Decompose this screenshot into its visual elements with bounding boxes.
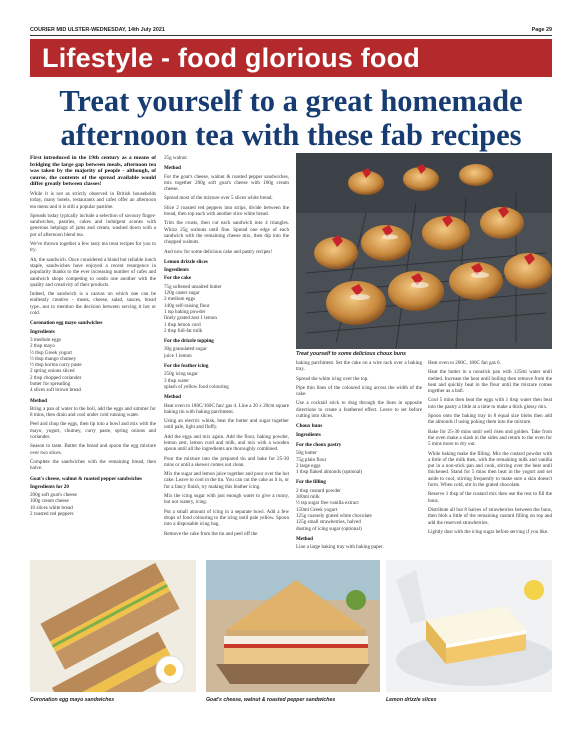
column-3 (296, 360, 422, 553)
paragraph: Spreads today typically include a selection of savoury finger-sandwiches, pastries, cakes and indulgent scones with generous helpings of jams and cream, washed down with a pot of afternoon blend tea. (30, 212, 156, 238)
paragraph: Ah, the sandwich. Once considered a bland but reliable lunch staple, sandwiches have enjoyed a recent resurgence in popularity thanks to the ever increasing number of cafes and sandwich shops competing to outdo one another with the quality and creativity of their products. (30, 256, 156, 288)
egg-sandwich-photo (30, 560, 196, 692)
section-title: Lifestyle - food glorious food (42, 42, 420, 73)
paragraph: Season to taste. Butter the bread and spoon the egg mixture over two slices. (30, 443, 156, 456)
subheading: For the filling (296, 479, 326, 486)
paragraph: Mix the icing sugar with just enough water to give a runny, but not watery, icing. (164, 493, 289, 506)
ingredient: 140g self-raising flour (164, 302, 210, 309)
intro-paragraph: First introduced in the 19th century as a means of bridging the large gap between meals, afternoon tea was taken by the majority of people - although, of course, the contents of the spread available would differ greatly between classes! (30, 155, 156, 188)
ingredient: 4 slices soft brown bread (30, 387, 81, 394)
paragraph: Line a large baking tray with baking paper. (296, 544, 384, 551)
paragraph: Use a cocktail stick to drag through the lines in opposite directions to create a feathered effect. Leave to set before cutting into slices. (296, 400, 422, 420)
paragraph: Add the eggs and mix again. Add the flour, baking powder, lemon zest, lemon curd and milk, and mix with a wooden spoon until all the ingredients are thoroughly combined. (164, 433, 289, 453)
paragraph: Bring a pan of water to the boil, add the eggs and simmer for 8 mins, then drain and cool under cold running water. (30, 405, 156, 419)
subheading: Ingredients (164, 267, 189, 274)
ingredient: 100g cream cheese (30, 498, 69, 505)
paragraph: baking parchment. Set the cake on a wire rack over a baking tray. (296, 360, 422, 373)
goat-cheese-sandwich-caption: Goat's cheese, walnut & roasted pepper sandwiches (206, 697, 336, 703)
ingredient: 120g caster sugar (164, 290, 200, 297)
paragraph: We've thrown together a few tasty tea treat recipes for you to try. (30, 241, 156, 254)
paragraph: Slice 2 roasted red peppers into strips, divide between the bread, then top each with another slice white bread. (164, 204, 289, 218)
column-4 (428, 360, 552, 538)
paragraph: Using an electric whisk, beat the butter and sugar together until pale, light and fluffy. (164, 418, 289, 431)
paragraph: Complete the sandwiches with the remaining bread, then halve. (30, 458, 156, 472)
headline-line-1: Treat yourself to a great homemade (59, 84, 523, 118)
ingredient: 150ml Greek yogurt (296, 506, 338, 513)
page-number: Page 29 (531, 27, 552, 33)
paragraph: Indeed, the sandwich is a canvas on which one can be endlessly creative - meats, cheese, salad, sauces, bread type...not to mention the decision between serving it hot or cold. (30, 291, 156, 317)
ingredient: 3 medium eggs (30, 336, 62, 343)
paragraph: Bake for 25-30 mins until well risen and golden. Take from the oven make a slash in the sides and return to the oven for 5 mins more to dry out. (428, 428, 552, 448)
paragraph: While it is not as strictly observed in British households today, many hotels, restaurants and cafes offer an afternoon tea menu and it is still a popular pastime. (30, 190, 156, 210)
ingredient: dusting of icing sugar (optional) (296, 525, 362, 532)
subheading: Ingredients (30, 328, 55, 335)
ingredient: 300ml milk (296, 494, 320, 501)
ingredient: ½ tbsp korma curry paste (30, 362, 82, 369)
ingredient: 3 tbsp water (164, 377, 189, 384)
subheading: For the choux pastry (296, 441, 342, 448)
recipe-heading: Lemon drizzle slices (164, 258, 208, 265)
subheading: Ingredients for 20 (30, 483, 69, 490)
paragraph: Distribute all but 8 halves of strawberries between the buns, then blob a little of the remaining custard filling on top and add the reserved strawberries. (428, 506, 552, 526)
paragraph: Spoon onto the baking tray in 8 equal size blobs then add the almonds if using poking them into the mixture. (428, 413, 552, 426)
ingredient: splash of yellow food colouring (164, 383, 229, 390)
paragraph: Remove the cake from the tin and peel off the (164, 530, 258, 537)
ingredient: 75g plain flour (296, 456, 327, 463)
paragraph: Cool 5 mins then beat the eggs with 1 tbsp water then beat into the pastry a little at a time to make a thick glossy mix. (428, 397, 552, 410)
ingredient: ½ tbsp mango chutney (30, 355, 77, 362)
headline-line-2: afternoon tea with these fab recipes (60, 118, 522, 152)
lemon-drizzle-image (386, 560, 552, 692)
paragraph: For the goat's cheese, walnut & roasted pepper sandwiches, mix together 200g soft goat's cheese with 100g cream cheese. (164, 173, 289, 193)
subheading: For the cake (164, 275, 192, 282)
ingredient: 2 large eggs (296, 462, 321, 469)
lemon-drizzle-caption: Lemon drizzle slices (386, 697, 437, 703)
paragraph: 25g walnut (164, 155, 187, 161)
ingredient: 200g soft goat's cheese (30, 492, 77, 499)
ingredient: 1 tbsp flaked almonds (optional) (296, 469, 363, 476)
ingredient-list (164, 284, 289, 334)
paragraph: Lightly dust with the icing sugar before serving if you like. (428, 528, 549, 535)
ingredient: 2 tbsp full-fat milk (164, 327, 203, 334)
subheading: For the drizzle topping (164, 338, 214, 345)
ingredient-list (296, 488, 422, 532)
ingredient: 30g granulated sugar (164, 346, 207, 353)
ingredient: 2 tbsp custard powder (296, 487, 341, 494)
ingredient: 75g softened unsalted butter (164, 283, 222, 290)
ingredient: finely grated zest 1 lemon (164, 315, 217, 322)
paragraph: And now for some delicious cake and pastry recipes! (164, 248, 273, 255)
choux-buns-image (296, 153, 552, 349)
column-1 (30, 155, 156, 517)
paragraph: Peel and chop the eggs, then tip into a bowl and mix with the mayo, yogurt, chutney, curry paste, spring onions and coriander. (30, 421, 156, 441)
subheading: For the feather icing (164, 363, 209, 370)
paragraph: Heat the butter in a nonstick pan with 125ml water until melted. Increase the heat until boiling then remove from the heat and quickly beat in the flour until the mixture comes together as a ball. (428, 369, 552, 395)
ingredient-list (164, 346, 289, 359)
masthead-date: COURIER MID ULSTER-WEDNESDAY, 14th July 2021 (30, 27, 165, 33)
egg-sandwich-image (30, 560, 196, 692)
lemon-drizzle-photo (386, 560, 552, 692)
masthead-rule (30, 35, 552, 36)
ingredient: 2 medium eggs (164, 296, 196, 303)
headline (30, 84, 552, 152)
paragraph: Spread most of the mixture over 5 slices white bread. (164, 195, 273, 202)
ingredient: 125g small strawberries, halved (296, 519, 361, 526)
ingredient: 2 tbsp chopped coriander (30, 374, 82, 381)
subheading: Method (164, 165, 181, 172)
ingredient: 250g icing sugar (164, 371, 198, 378)
subheading: Method (164, 394, 181, 401)
paragraph: Mix the sugar and lemon juice together and pour over the hot cake. Leave to cool in the tin. You can cut the cake as it is, or for a fancy finish, try making this feather icing. (164, 471, 289, 490)
paragraph: Put a small amount of icing in a separate bowl. Add a few drops of food colouring to the icing until pale yellow. Spoon into a disposable icing bag. (164, 508, 289, 528)
subheading: Method (30, 397, 47, 404)
ingredient: ½ tsp sugar free vanilla extract (296, 500, 359, 507)
ingredient: 1 tbsp lemon curd (164, 321, 201, 328)
ingredient: 2 roasted red peppers (30, 511, 74, 518)
recipe-heading: Goat's cheese, walnut & roasted pepper sandwiches (30, 475, 143, 482)
choux-buns-photo (296, 153, 552, 349)
paragraph: Heat oven to 180C/160C fan/ gas 4. Line a 20 x 20cm square baking tin with baking parchment. (164, 402, 289, 415)
choux-buns-caption: Treat yourself to some delicious choux buns (296, 351, 407, 357)
ingredient-list (296, 450, 422, 475)
ingredient: 50g butter (296, 450, 317, 457)
ingredient: 2 spring onions sliced (30, 368, 75, 375)
paragraph: Pour the mixture into the prepared tin and bake for 25-30 mins or until a skewer comes out clean. (164, 455, 289, 468)
goat-cheese-sandwich-image (206, 560, 380, 692)
ingredient-list (30, 337, 156, 394)
ingredient-list (30, 492, 156, 517)
paragraph: Reserve 1 tbsp of the custard mix then use the rest to fill the buns. (428, 491, 552, 504)
goat-cheese-sandwich-photo (206, 560, 380, 692)
egg-sandwich-caption: Coronation egg mayo sandwiches (30, 697, 115, 703)
ingredient: 10 slices white bread (30, 504, 73, 511)
paragraph: Spread the white icing over the top. (296, 375, 369, 382)
ingredient: juice 1 lemon (164, 352, 192, 359)
subheading: Ingredients (296, 431, 321, 438)
paragraph: While baking make the filling. Mix the custard powder with a little of the milk then, with the remaining milk and vanilla put in a non-stick pan and cook, stirring over the heat until thickened. Stand for 5 mins then beat in the yogurt and set aside to cool, stirring frequently to make sure a skin doesn't form. When cold, stir in the grated chocolate. (428, 450, 552, 489)
section-banner (30, 39, 552, 77)
subheading: Method (296, 535, 313, 542)
column-2 (164, 155, 289, 540)
ingredient: 1 tsp baking powder (164, 308, 206, 315)
ingredient: ½ tbsp Greek yogurt (30, 349, 72, 356)
paragraph: Trim the crusts, then cut each sandwich into 4 triangles. Whizz 25g walnuts until fine. Spread one edge of each sandwich with the remaining cheese mix, then dip into the chopped walnuts. (164, 220, 289, 246)
ingredient: 125g coarsely grated white chocolate (296, 512, 372, 519)
ingredient-list (164, 371, 289, 390)
ingredient: butter for spreading (30, 380, 71, 387)
ingredient: 2 tbsp mayo (30, 343, 55, 350)
paragraph: Heat oven to 200C, 180C fan gas 6. (428, 360, 501, 366)
recipe-heading: Coronation egg mayo sandwiches (30, 320, 103, 327)
paragraph: Pipe thin lines of the coloured icing across the width of the cake. (296, 384, 422, 398)
recipe-heading: Choux buns (296, 423, 323, 430)
